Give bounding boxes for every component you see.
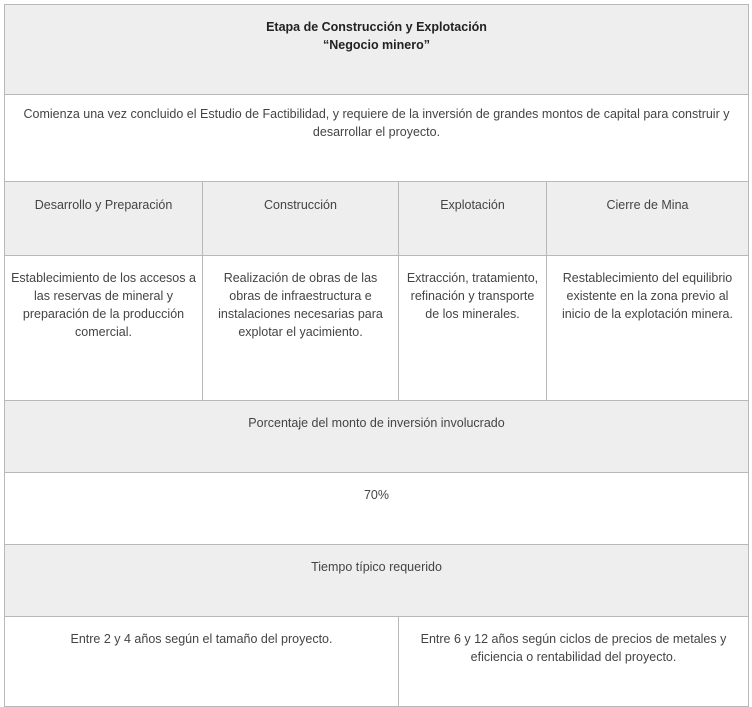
table-title-line1: Etapa de Construcción y Explotación <box>266 20 487 34</box>
phase-header-development: Desarrollo y Preparación <box>5 182 203 256</box>
table-title-line2: “Negocio minero” <box>323 38 430 52</box>
time-header: Tiempo típico requerido <box>5 545 749 617</box>
phase-header-construction: Construcción <box>203 182 399 256</box>
time-exploitation: Entre 6 y 12 años según ciclos de precios de metales y eficiencia o rentabilidad del proyecto. <box>399 617 749 707</box>
table-title <box>5 5 749 95</box>
phase-description-development: Establecimiento de los accesos a las reservas de mineral y preparación de la producción comercial. <box>5 256 203 401</box>
time-development-construction: Entre 2 y 4 años según el tamaño del proyecto. <box>5 617 399 707</box>
phase-description-mine-closure: Restablecimiento del equilibrio existente en la zona previo al inicio de la explotación minera. <box>547 256 749 401</box>
investment-value: 70% <box>5 473 749 545</box>
mining-stages-table <box>4 4 749 707</box>
investment-header: Porcentaje del monto de inversión involucrado <box>5 401 749 473</box>
stage-description: Comienza una vez concluido el Estudio de Factibilidad, y requiere de la inversión de grandes montos de capital para construir y desarrollar el proyecto. <box>5 95 749 182</box>
phase-header-exploitation: Explotación <box>399 182 547 256</box>
phase-description-exploitation: Extracción, tratamiento, refinación y transporte de los minerales. <box>399 256 547 401</box>
phase-description-construction: Realización de obras de las obras de infraestructura e instalaciones necesarias para explotar el yacimiento. <box>203 256 399 401</box>
phase-header-mine-closure: Cierre de Mina <box>547 182 749 256</box>
